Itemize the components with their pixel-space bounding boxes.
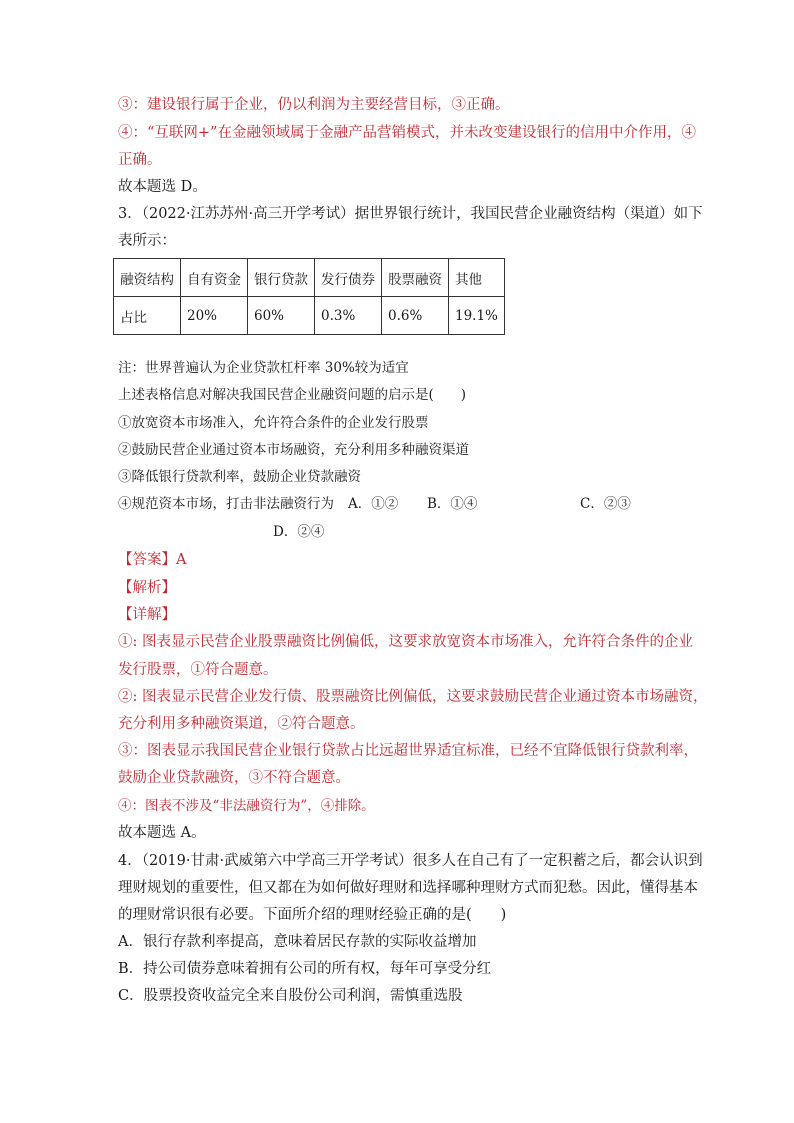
detail-line: ③：图表显示我国民营企业银行贷款占比远超世界适宜标准，已经不宜降低银行贷款利率，: [118, 743, 698, 759]
table-row: [114, 297, 505, 335]
table-note: 注：世界普遍认为企业贷款杠杆率 30%较为适宜: [118, 360, 409, 376]
q3-stem-line-1: 3．（2022·江苏苏州·高三开学考试）据世界银行统计，我国民营企业融资结构（渠道）如下: [118, 206, 703, 222]
q4-stem-line-3: 的理财常识很有必要。下面所介绍的理财经验正确的是( ): [118, 907, 507, 923]
table-cell: 20%: [181, 297, 248, 335]
q4-stem-line-2: 理财规划的重要性，但又都在为如何做好理财和选择哪种理财方式而犯愁。因此，懂得基本: [118, 880, 698, 896]
q4-option-c: C．股票投资收益完全来自股份公司利润，需慎重选股: [118, 988, 463, 1004]
table-cell: 股票融资: [382, 259, 449, 297]
q4-option-a: A．银行存款利率提高，意味着居民存款的实际收益增加: [118, 934, 477, 950]
detail-line: ②: 图表显示民营企业发行债、股票融资比例偏低，这要求鼓励民营企业通过资本市场融资，: [118, 689, 708, 705]
analysis-line-4: ④：“互联网+”在金融领域属于金融产品营销模式，并未改变建设银行的信用中介作用，④: [118, 125, 696, 141]
analysis-line-4-cont: 正确。: [118, 152, 162, 168]
financing-structure-table: [113, 258, 505, 335]
q4-option-b: B．持公司债券意味着拥有公司的所有权，每年可享受分红: [118, 961, 492, 977]
table-cell: 银行贷款: [248, 259, 315, 297]
table-cell: 0.6%: [382, 297, 449, 335]
table-cell: 0.3%: [315, 297, 382, 335]
detail-line: ①: 图表显示民营企业股票融资比例偏低，这要求放宽资本市场准入，允许符合条件的企业: [118, 634, 693, 650]
choice-d: D．②④: [273, 524, 325, 540]
analysis-label: 【解析】: [118, 580, 176, 596]
detail-line: 发行股票，①符合题意。: [118, 662, 278, 678]
q3-option-4: ④规范资本市场，打击非法融资行为: [118, 496, 334, 512]
q3-question: 上述表格信息对解决我国民营企业融资问题的启示是( ): [118, 387, 467, 403]
detail-line: ④：图表不涉及“非法融资行为”，④排除。: [118, 798, 375, 814]
table-cell: 60%: [248, 297, 315, 335]
table-cell: 发行债券: [315, 259, 382, 297]
q2-conclusion: 故本题选 D。: [118, 179, 207, 195]
q4-stem-line-1: 4．（2019·甘肃·武威第六中学高三开学考试）很多人在自己有了一定积蓄之后，都会认识到: [118, 853, 703, 869]
table-header-row: [114, 259, 505, 297]
table-cell: 融资结构: [114, 259, 181, 297]
detail-line: 鼓励企业贷款融资，③不符合题意。: [118, 770, 350, 786]
q3-option-3: ③降低银行贷款利率，鼓励企业贷款融资: [118, 469, 361, 485]
choice-a: A．①②: [348, 496, 399, 512]
table-cell: 占比: [114, 297, 181, 335]
q3-stem-line-2: 表所示：: [118, 233, 176, 249]
table-cell: 19.1%: [449, 297, 505, 335]
q3-option-1: ①放宽资本市场准入，允许符合条件的企业发行股票: [118, 415, 429, 431]
analysis-line-3: ③：建设银行属于企业，仍以利润为主要经营目标，③正确。: [118, 97, 510, 113]
table-cell: 其他: [449, 259, 505, 297]
choice-c: C．②③: [580, 496, 631, 512]
answer-label: 【答案】A: [118, 552, 187, 568]
table-cell: 自有资金: [181, 259, 248, 297]
detail-line: 充分利用多种融资渠道，②符合题意。: [118, 716, 365, 732]
choice-b: B．①④: [427, 496, 478, 512]
q3-conclusion: 故本题选 A。: [118, 825, 206, 841]
q3-option-2: ②鼓励民营企业通过资本市场融资，充分利用多种融资渠道: [118, 442, 469, 458]
detail-label: 【详解】: [118, 607, 176, 623]
